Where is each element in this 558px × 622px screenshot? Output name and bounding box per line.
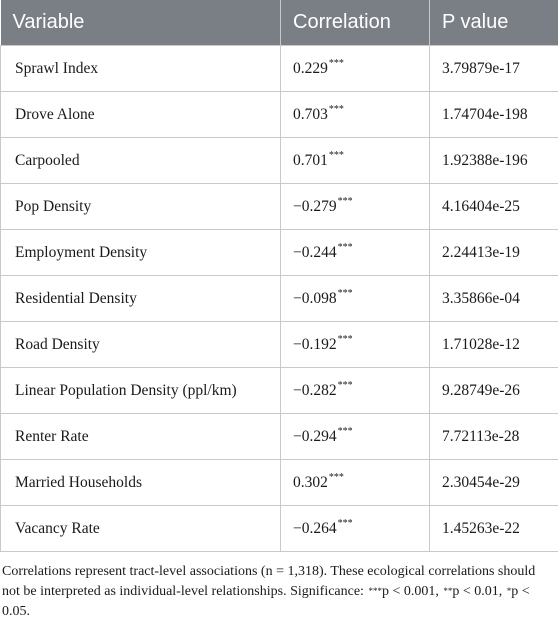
table-row xyxy=(1,322,558,368)
cell-p-value: 2.30454e-29 xyxy=(430,460,558,506)
cell-correlation xyxy=(281,368,430,414)
significance-stars: *** xyxy=(338,518,353,529)
cell-variable: Pop Density xyxy=(1,184,281,230)
significance-stars: *** xyxy=(329,472,344,483)
header-correlation: Correlation xyxy=(281,0,430,46)
significance-stars: *** xyxy=(329,104,344,115)
cell-variable: Renter Rate xyxy=(1,414,281,460)
footnote-sig1-text: p < 0.001, xyxy=(382,584,442,599)
correlation-value: −0.294 xyxy=(293,428,337,445)
significance-stars: *** xyxy=(338,196,353,207)
correlation-value: 0.703 xyxy=(293,106,328,123)
significance-stars: *** xyxy=(329,150,344,161)
correlation-value: −0.282 xyxy=(293,382,337,399)
footnote-sig2-text: p < 0.01, xyxy=(452,584,505,599)
correlation-value: 0.229 xyxy=(293,60,328,77)
significance-stars: *** xyxy=(338,242,353,253)
table-row xyxy=(1,460,558,506)
cell-p-value: 7.72113e-28 xyxy=(430,414,558,460)
cell-variable: Sprawl Index xyxy=(1,46,281,92)
table-footnote xyxy=(2,562,554,622)
cell-correlation xyxy=(281,230,430,276)
table-header-row xyxy=(1,0,558,46)
cell-correlation xyxy=(281,46,430,92)
cell-correlation xyxy=(281,506,430,552)
footnote-sig2-stars: ** xyxy=(443,586,452,596)
table-row xyxy=(1,184,558,230)
header-variable: Variable xyxy=(1,0,281,46)
cell-variable: Carpooled xyxy=(1,138,281,184)
table-row xyxy=(1,138,558,184)
cell-variable: Residential Density xyxy=(1,276,281,322)
cell-variable: Vacancy Rate xyxy=(1,506,281,552)
significance-stars: *** xyxy=(338,380,353,391)
cell-correlation xyxy=(281,322,430,368)
cell-correlation xyxy=(281,460,430,506)
cell-p-value: 1.74704e-198 xyxy=(430,92,558,138)
correlation-value: −0.264 xyxy=(293,520,337,537)
significance-stars: *** xyxy=(338,426,353,437)
cell-correlation xyxy=(281,414,430,460)
cell-p-value: 1.71028e-12 xyxy=(430,322,558,368)
cell-correlation xyxy=(281,184,430,230)
correlation-value: −0.244 xyxy=(293,244,337,261)
cell-p-value: 3.35866e-04 xyxy=(430,276,558,322)
cell-p-value: 3.79879e-17 xyxy=(430,46,558,92)
correlation-value: 0.701 xyxy=(293,152,328,169)
cell-correlation xyxy=(281,276,430,322)
cell-p-value: 9.28749e-26 xyxy=(430,368,558,414)
cell-variable: Linear Population Density (ppl/km) xyxy=(1,368,281,414)
table-row xyxy=(1,46,558,92)
footnote-sig3-text: p < 0.05. xyxy=(2,584,530,619)
cell-correlation xyxy=(281,92,430,138)
table-row xyxy=(1,506,558,552)
cell-variable: Drove Alone xyxy=(1,92,281,138)
footnote-sig3-stars: * xyxy=(507,586,512,596)
correlation-value: −0.098 xyxy=(293,290,337,307)
correlation-value: −0.279 xyxy=(293,198,337,215)
table-row xyxy=(1,92,558,138)
correlation-value: 0.302 xyxy=(293,474,328,491)
footnote-text: Correlations represent tract-level associations (n = 1,318). These ecological correlations should not be interpreted as individual-level relationships. Significance: xyxy=(2,564,535,599)
table-row xyxy=(1,368,558,414)
significance-stars: *** xyxy=(338,334,353,345)
significance-stars: *** xyxy=(329,58,344,69)
table-row xyxy=(1,230,558,276)
cell-variable: Employment Density xyxy=(1,230,281,276)
table-row xyxy=(1,276,558,322)
cell-variable: Married Households xyxy=(1,460,281,506)
cell-p-value: 2.24413e-19 xyxy=(430,230,558,276)
footnote-sig1-stars: *** xyxy=(368,586,382,596)
header-p-value: P value xyxy=(430,0,558,46)
correlation-value: −0.192 xyxy=(293,336,337,353)
cell-variable: Road Density xyxy=(1,322,281,368)
cell-correlation xyxy=(281,138,430,184)
cell-p-value: 1.92388e-196 xyxy=(430,138,558,184)
table-row xyxy=(1,414,558,460)
cell-p-value: 1.45263e-22 xyxy=(430,506,558,552)
significance-stars: *** xyxy=(338,288,353,299)
cell-p-value: 4.16404e-25 xyxy=(430,184,558,230)
